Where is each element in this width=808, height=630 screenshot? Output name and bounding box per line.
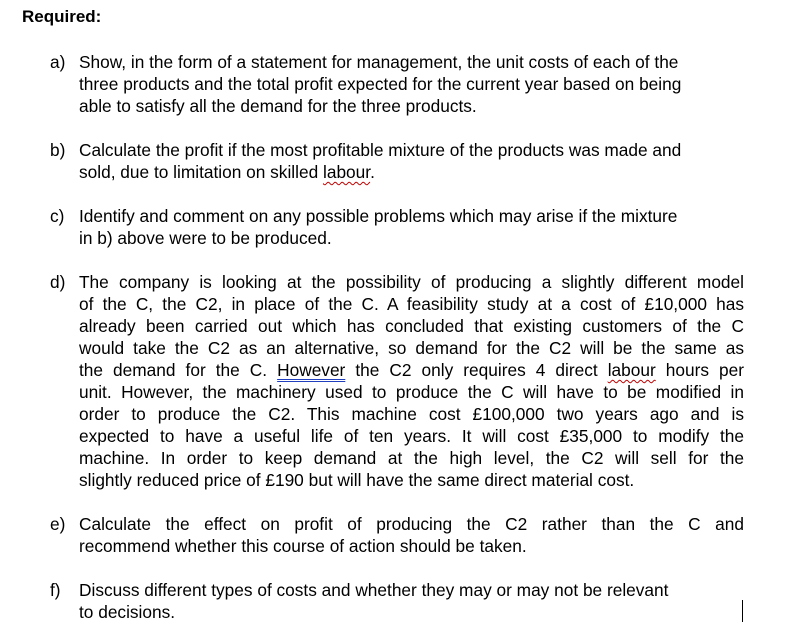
text-line: slightly reduced price of £190 but will have the same direct material cost.: [79, 470, 635, 490]
question-label: c): [50, 206, 65, 226]
text-line: already been carried out which has concluded that existing customers of the C: [79, 316, 744, 336]
question-f: [50, 579, 744, 623]
question-text: [79, 513, 744, 557]
text-line: to decisions.: [79, 602, 176, 622]
question-text: [79, 205, 744, 249]
text-segment: the C2 only requires 4 direct: [345, 360, 608, 380]
question-label: a): [50, 52, 66, 72]
text-line: Calculate the profit if the most profitable mixture of the products was made and: [79, 140, 682, 160]
text-line: machine. In order to keep demand at the high level, the C2 will sell for the: [79, 448, 744, 468]
text-line: Identify and comment on any possible problems which may arise if the mixture: [79, 206, 678, 226]
question-c: [50, 205, 744, 249]
text-line: Show, in the form of a statement for management, the unit costs of each of the: [79, 52, 679, 72]
spellcheck-underline[interactable]: labour: [607, 360, 656, 380]
question-label: e): [50, 514, 66, 534]
question-d: [50, 271, 744, 491]
text-line: in b) above were to be produced.: [79, 228, 332, 248]
text-segment: the demand for the C.: [79, 360, 278, 380]
spellcheck-underline[interactable]: labour: [323, 162, 371, 182]
text-line: [79, 359, 744, 381]
question-text: [79, 51, 744, 117]
text-line: unit. However, the machinery used to produce the C will have to be modified in: [79, 382, 744, 402]
text-line: three products and the total profit expected for the current year based on being: [79, 74, 682, 94]
heading-required: Required:: [22, 7, 102, 26]
question-label: b): [50, 140, 66, 160]
text-line: Discuss different types of costs and whether they may or may not be relevant: [79, 580, 669, 600]
question-a: [50, 51, 744, 117]
text-line: able to satisfy all the demand for the three products.: [79, 96, 477, 116]
question-text: [79, 271, 744, 491]
text-segment: hours per: [655, 360, 745, 380]
question-label: d): [50, 272, 66, 292]
grammar-underline[interactable]: However: [277, 360, 346, 380]
question-text: [79, 139, 744, 183]
text-line: Calculate the effect on profit of producing the C2 rather than the C and: [79, 514, 744, 534]
text-line: would take the C2 as an alternative, so demand for the C2 will be the same as: [79, 338, 744, 358]
text-cursor: [742, 600, 743, 622]
text-line: recommend whether this course of action should be taken.: [79, 536, 527, 556]
text-line: order to produce the C2. This machine cost £100,000 two years ago and is: [79, 404, 744, 424]
text-line: expected to have a useful life of ten years. It will cost £35,000 to modify the: [79, 426, 744, 446]
question-b: [50, 139, 744, 183]
text-segment: sold, due to limitation on skilled: [79, 162, 323, 182]
text-segment: .: [370, 162, 375, 182]
question-label: f): [50, 580, 61, 600]
text-line: [79, 161, 744, 183]
text-line: of the C, the C2, in place of the C. A feasibility study at a cost of £10,000 has: [79, 294, 744, 314]
question-e: [50, 513, 744, 557]
text-line: The company is looking at the possibility of producing a slightly different model: [79, 272, 744, 292]
question-text: [79, 579, 744, 623]
